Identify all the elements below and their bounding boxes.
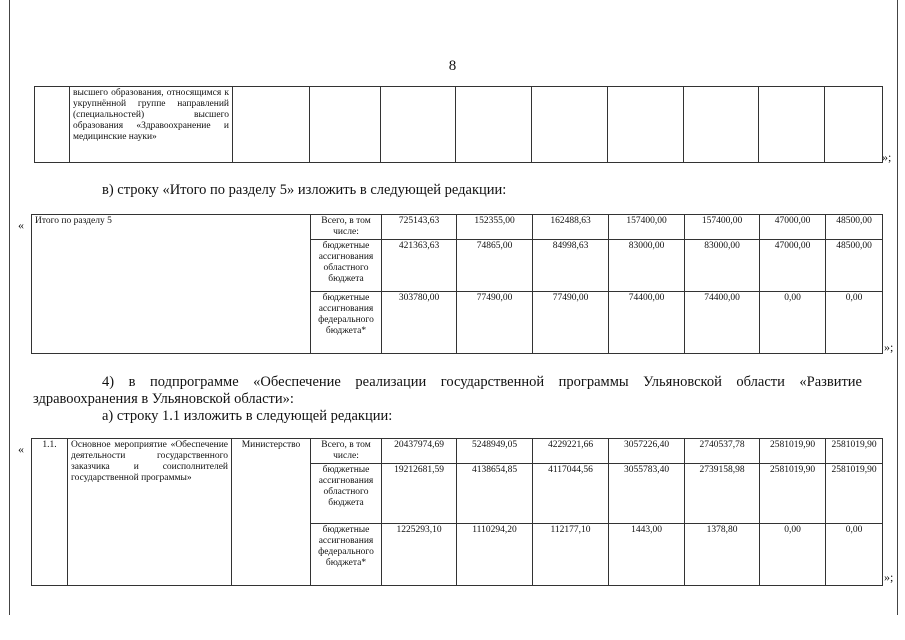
page-number: 8	[448, 58, 457, 74]
fragment-description: высшего образования, относящимся к укрупнённой группе направлений (специальностей) высшего образования «Здравоохранение и медицинские науки»	[70, 87, 233, 163]
row-value-cell: 19212681,59	[382, 464, 457, 524]
row-value-cell: 5248949,05	[457, 439, 533, 464]
total-value-cell: 725143,63	[382, 215, 457, 240]
row-value-cell: 1378,80	[685, 524, 760, 586]
fragment-cell-empty	[759, 87, 825, 163]
fragment-table	[34, 86, 883, 163]
row-value-cell: 2581019,90	[760, 439, 826, 464]
row-description: Основное мероприятие «Обеспечение деятельности государственного заказчика и соисполнителей государственной программы»	[68, 439, 232, 586]
total-value-cell: 0,00	[826, 292, 883, 354]
row-value-cell: 4138654,85	[457, 464, 533, 524]
row-source-cell: бюджетные ассигнования областного бюджета	[311, 464, 382, 524]
total-source-cell: бюджетные ассигнования федерального бюджета*	[311, 292, 382, 354]
row-number: 1.1.	[32, 439, 68, 586]
fragment-cell-empty	[684, 87, 759, 163]
paragraph-4-line1: 4) в подпрограмме «Обеспечение реализации государственной программы Ульяновской области «Развитие	[102, 374, 862, 390]
total-value-cell: 157400,00	[609, 215, 685, 240]
row-source-cell: бюджетные ассигнования федерального бюджета*	[311, 524, 382, 586]
fragment-cell-number	[35, 87, 70, 163]
total-closing-mark: »;	[884, 340, 894, 354]
row-1-1-table	[31, 438, 883, 586]
row-value-cell: 2740537,78	[685, 439, 760, 464]
page-right-border	[897, 0, 898, 615]
row-source-cell: Всего, в том числе:	[311, 439, 382, 464]
total-value-cell: 0,00	[760, 292, 826, 354]
total-source-cell: бюджетные ассигнования областного бюджета	[311, 240, 382, 292]
fragment-closing-mark: »;	[882, 150, 892, 164]
row-value-cell: 112177,10	[533, 524, 609, 586]
total-value-cell: 47000,00	[760, 215, 826, 240]
total-label: Итого по разделу 5	[32, 215, 311, 354]
row-value-cell: 2739158,98	[685, 464, 760, 524]
paragraph-v: в) строку «Итого по разделу 5» изложить в следующей редакции:	[102, 182, 507, 198]
total-value-cell: 77490,00	[533, 292, 609, 354]
total-value-cell: 421363,63	[382, 240, 457, 292]
total-value-cell: 152355,00	[457, 215, 533, 240]
paragraph-a: а) строку 1.1 изложить в следующей редакции:	[102, 408, 393, 424]
row-value-cell: 1225293,10	[382, 524, 457, 586]
total-value-cell: 83000,00	[609, 240, 685, 292]
total-value-cell: 74865,00	[457, 240, 533, 292]
total-value-cell: 48500,00	[826, 240, 883, 292]
fragment-cell-empty	[233, 87, 310, 163]
total-value-cell: 77490,00	[457, 292, 533, 354]
row-value-cell: 4229221,66	[533, 439, 609, 464]
row-executor: Министерство	[232, 439, 311, 586]
total-value-cell: 303780,00	[382, 292, 457, 354]
row-value-cell: 0,00	[826, 524, 883, 586]
row-value-cell: 0,00	[760, 524, 826, 586]
fragment-cell-empty	[532, 87, 608, 163]
row-value-cell: 4117044,56	[533, 464, 609, 524]
row-value-cell: 2581019,90	[826, 439, 883, 464]
total-value-cell: 84998,63	[533, 240, 609, 292]
total-table	[31, 214, 883, 354]
total-open-mark: «	[18, 218, 24, 232]
row-value-cell: 3055783,40	[609, 464, 685, 524]
total-value-cell: 74400,00	[609, 292, 685, 354]
total-value-cell: 74400,00	[685, 292, 760, 354]
page-left-border	[9, 0, 10, 615]
total-value-cell: 47000,00	[760, 240, 826, 292]
row-value-cell: 2581019,90	[760, 464, 826, 524]
row-value-cell: 20437974,69	[382, 439, 457, 464]
paragraph-4-line2: здравоохранения в Ульяновской области»:	[33, 391, 294, 407]
row-value-cell: 3057226,40	[609, 439, 685, 464]
row-value-cell: 1110294,20	[457, 524, 533, 586]
row-value-cell: 2581019,90	[826, 464, 883, 524]
total-value-cell: 162488,63	[533, 215, 609, 240]
total-value-cell: 48500,00	[826, 215, 883, 240]
row-1-1-closing-mark: »;	[884, 570, 894, 584]
total-source-cell: Всего, в том числе:	[311, 215, 382, 240]
fragment-cell-empty	[456, 87, 532, 163]
row-1-1-open-mark: «	[18, 442, 24, 456]
fragment-cell-empty	[825, 87, 883, 163]
fragment-cell-empty	[310, 87, 381, 163]
fragment-cell-empty	[608, 87, 684, 163]
row-value-cell: 1443,00	[609, 524, 685, 586]
fragment-cell-empty	[381, 87, 456, 163]
total-value-cell: 157400,00	[685, 215, 760, 240]
total-value-cell: 83000,00	[685, 240, 760, 292]
